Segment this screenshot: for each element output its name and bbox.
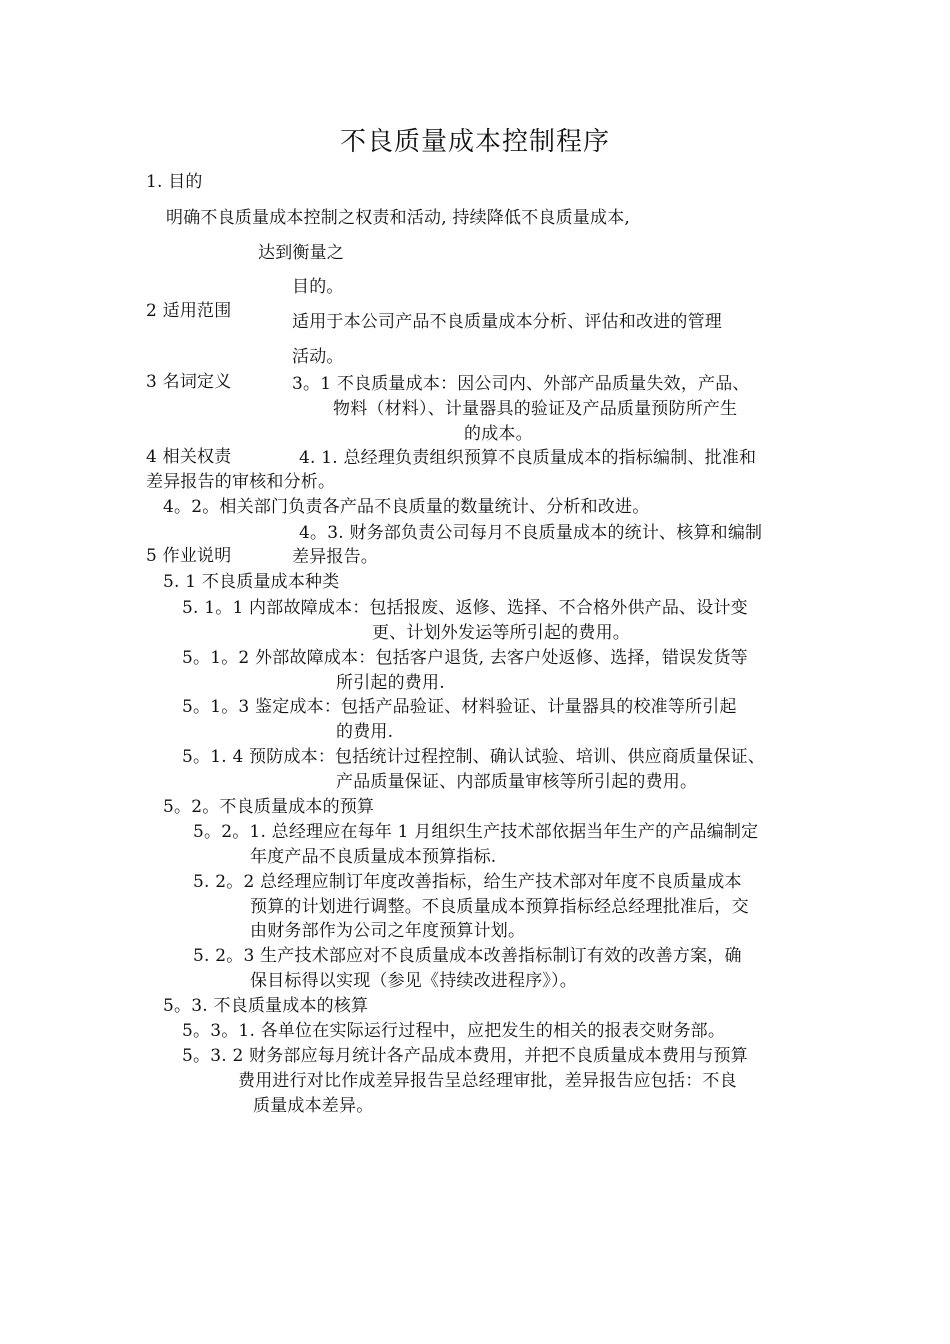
section-5-text-line: 5. 2。2 总经理应制订年度改善指标，给生产技术部对年度不良质量成本: [193, 872, 742, 892]
section-4-text-line: 4。3. 财务部负责公司每月不良质量成本的统计、核算和编制: [299, 523, 763, 543]
section-1-text-line: 明确不良质量成本控制之权责和活动, 持续降低不良质量成本,: [166, 208, 631, 228]
subsection-5-1-heading: 5. 1 不良质量成本种类: [163, 572, 340, 592]
section-5-text-line: 质量成本差异。: [253, 1096, 374, 1116]
section-4-text-line: 4。2。相关部门负责各产品不良质量的数量统计、分析和改进。: [163, 497, 650, 517]
section-5-text-line: 所引起的费用.: [336, 673, 445, 693]
section-5-text-line: 5。3. 2 财务部应每月统计各产品成本费用，并把不良质量成本费用与预算: [182, 1046, 748, 1066]
document-title: 不良质量成本控制程序: [339, 127, 610, 157]
section-5-text-line: 5。1. 4 预防成本：包括统计过程控制、确认试验、培训、供应商质量保证、: [182, 747, 766, 767]
section-2-text-line: 活动。: [292, 347, 344, 367]
section-5-text-line: 年度产品不良质量成本预算指标.: [250, 847, 497, 867]
section-2-text-line: 适用于本公司产品不良质量成本分析、评估和改进的管理: [292, 312, 722, 332]
section-5-text-line: 5。1。2 外部故障成本：包括客户退货, 去客户处返修、选择，错误发货等: [182, 648, 748, 668]
section-1-text-line: 达到衡量之: [258, 243, 344, 263]
section-5-text-line: 5。2。1. 总经理应在每年 1 月组织生产技术部依据当年生产的产品编制定: [193, 822, 759, 842]
section-1-text-line: 目的。: [292, 277, 344, 297]
section-5-text-line: 由财务部作为公司之年度预算计划。: [250, 921, 526, 941]
section-4-text-line: 差异报告的审核和分析。: [146, 472, 336, 492]
section-3-text-line: 的成本。: [464, 424, 533, 444]
section-5-text-line: 5. 2。3 生产技术部应对不良质量成本改善指标制订有效的改善方案，确: [193, 946, 742, 966]
subsection-5-3-heading: 5。3. 不良质量成本的核算: [163, 996, 369, 1016]
section-2-heading: 2 适用范围: [146, 301, 232, 321]
section-3-text-line: 物料（材料）、计量器具的验证及产品质量预防所产生: [333, 399, 738, 419]
section-4-heading: 4 相关权责: [146, 447, 232, 467]
section-5-text-line: 预算的计划进行调整。不良质量成本预算指标经总经理批准后，交: [250, 897, 749, 917]
subsection-5-2-heading: 5。2。不良质量成本的预算: [163, 797, 375, 817]
section-5-text-line: 的费用.: [336, 722, 394, 742]
section-5-text-line: 保目标得以实现（参见《持续改进程序》）。: [250, 971, 577, 991]
section-3-text-line: 3。1 不良质量成本：因公司内、外部产品质量失效，产品、: [292, 374, 750, 394]
section-5-heading: 5 作业说明: [146, 546, 232, 566]
section-5-text-line: 费用进行对比作成差异报告呈总经理审批，差异报告应包括：不良: [238, 1071, 737, 1091]
section-4-text-line: 差异报告。: [292, 547, 378, 567]
section-1-heading: 1. 目的: [146, 172, 203, 192]
section-4-text-line: 4. 1. 总经理负责组织预算不良质量成本的指标编制、批准和: [299, 448, 757, 468]
section-5-text-line: 5. 1。1 内部故障成本：包括报废、返修、选择、不合格外供产品、设计变: [182, 598, 748, 618]
section-3-heading: 3 名词定义: [146, 372, 232, 392]
section-5-text-line: 5。1。3 鉴定成本：包括产品验证、材料验证、计量器具的校准等所引起: [182, 697, 737, 717]
section-5-text-line: 5。3。1. 各单位在实际运行过程中，应把发生的相关的报表交财务部。: [182, 1021, 726, 1041]
section-5-text-line: 产品质量保证、内部质量审核等所引起的费用。: [336, 772, 698, 792]
section-5-text-line: 更、计划外发运等所引起的费用。: [372, 623, 630, 643]
